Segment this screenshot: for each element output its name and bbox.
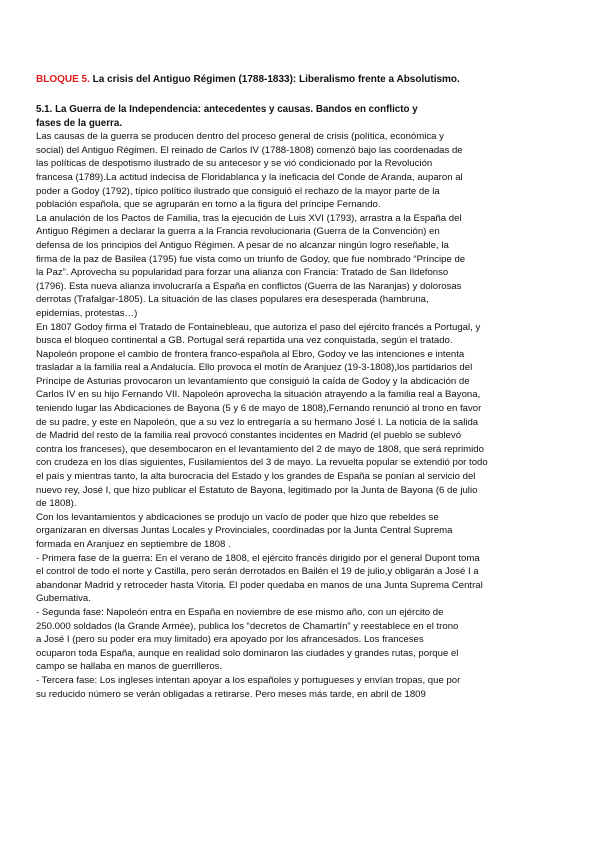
block-label: BLOQUE 5. (36, 74, 90, 85)
body-line: Carlos IV en su hijo Fernando VII. Napoleón aprovecha la situación atrayendo a la familia real a Bayona, (36, 389, 481, 401)
body-line: de su padre, y este en Napoleón, que a su vez lo entregaría a su hermano José I. La noticia de la salida (36, 416, 479, 428)
body-line: derrotas (Trafalgar-1805). La situación de las clases populares era desesperada (hambruna, (36, 294, 429, 306)
body-line: el control de todo el norte y Castilla, pero serán derrotados en Bailén el 19 de julio,y obligarán a José I a (36, 566, 479, 578)
body-line: organizaran en diversas Juntas Locales y Provinciales, coordinadas por la Junta Central Suprema (36, 525, 453, 537)
body-line: - Segunda fase: Napoleón entra en España en noviembre de ese mismo año, con un ejército de (36, 606, 444, 618)
body-line: abandonar Madrid y retroceder hasta Vitoria. El poder quedaba en manos de una Junta Suprema Central (36, 579, 483, 591)
body-line: En 1807 Godoy firma el Tratado de Fontainebleau, que autoriza el paso del ejército francés a Portugal, y (36, 321, 481, 333)
body-line: ocuparon toda España, aunque en realidad solo dominaron las ciudades y grandes rutas, porque el (36, 647, 459, 659)
body-line: La anulación de los Pactos de Familia, tras la ejecución de Luis XVI (1793), arrastra a la España del (36, 212, 462, 224)
body-line: epidemias, protestas…) (36, 307, 138, 319)
body-line: francesa (1789).La actitud indecisa de Floridablanca y la ineficacia del Conde de Aranda, auparon al (36, 171, 463, 183)
body-line: nuevo rey, José I, que hizo publicar el Estatuto de Bayona, legitimado por la Junta de Bayona (6 de julio (36, 484, 478, 496)
body-line: defensa de los principios del Antiguo Régimen. A pesar de no alcanzar ningún logro reseñable, la (36, 239, 449, 251)
body-line: busca el bloqueo continental a GB. Portugal será repartida una vez conquistada, según el tratado. (36, 335, 453, 347)
body-line: contra los franceses), que desembocaron en el levantamiento del 2 de mayo de 1808, que será reprimido (36, 443, 484, 455)
body-line: campo se hallaba en manos de guerrilleros. (36, 661, 223, 673)
body-text (36, 130, 566, 701)
body-line: - Primera fase de la guerra: En el verano de 1808, el ejército francés dirigido por el general Dupont toma (36, 552, 480, 564)
section-heading-line: fases de la guerra. (36, 117, 123, 129)
body-line: a José I (pero su poder era muy limitado) era apoyado por los afrancesados. Los franceses (36, 634, 424, 646)
body-line: social) del Antiguo Régimen. El reinado de Carlos IV (1788-1808) comenzó bajo las coordenadas de (36, 144, 463, 156)
body-line: Napoleón propone el cambio de frontera franco-española al Ebro, Godoy ve las intenciones e intenta (36, 348, 465, 360)
body-line: 250.000 soldados (la Grande Armée), publica los “decretos de Chamartín” y reestablece en el trono (36, 620, 459, 632)
body-line: de Madrid del resto de la familia real provocó constantes incidentes en Madrid (el pueblo se sublevó (36, 430, 462, 442)
body-line: Antiguo Régimen a declarar la guerra a la Francia revolucionaria (Guerra de la Convención) en (36, 226, 440, 238)
body-line: firma de la paz de Basilea (1795) fue vista como un triunfo de Godoy, que fue nombrado “Príncipe de (36, 253, 466, 265)
section-heading (36, 103, 566, 130)
body-line: trasladar a la familia real a Andalucía. Ello provoca el motín de Aranjuez (19-3-1808),los partidarios del (36, 362, 473, 374)
block-title: La crisis del Antiguo Régimen (1788-1833): Liberalismo frente a Absolutismo. (89, 74, 460, 85)
body-line: las políticas de despotismo ilustrado de su antecesor y se vió condicionado por la Revolución (36, 158, 433, 170)
body-line: - Tercera fase: Los ingleses intentan apoyar a los españoles y portugueses y envían tropas, que por (36, 674, 461, 686)
body-line: la Paz”. Aprovecha su popularidad para forzar una alianza con Francia: Tratado de San Ildefonso (36, 267, 449, 279)
body-line: de 1808). (36, 498, 77, 510)
body-line: (1796). Esta nueva alianza involucraría a España en conflictos (Guerra de las Naranjas) y dolorosas (36, 280, 462, 292)
body-line: el país y mientras tanto, la alta burocracia del Estado y los grandes de España se ponían al servicio del (36, 471, 476, 483)
document-content (36, 73, 566, 701)
body-line: Las causas de la guerra se producen dentro del proceso general de crisis (política, económica y (36, 131, 444, 143)
body-line: teniendo lugar las Abdicaciones de Bayona (5 y 6 de mayo de 1808),Fernando renunció al trono en favor (36, 403, 482, 415)
section-heading-line: 5.1. La Guerra de la Independencia: antecedentes y causas. Bandos en conflicto y (36, 104, 418, 115)
body-line: poder a Godoy (1792), típico político ilustrado que consiguió el rechazo de la mayor parte de la (36, 185, 440, 197)
body-line: con crudeza en los días siguientes, Fusilamientos del 3 de mayo. La revuelta popular se extendió por todo (36, 457, 488, 469)
body-line: Con los levantamientos y abdicaciones se produjo un vacío de poder que hizo que rebeldes se (36, 511, 439, 523)
body-line: su reducido número se verán obligadas a retirarse. Pero meses más tarde, en abril de 1809 (36, 688, 426, 700)
block-heading (36, 73, 566, 87)
body-line: Príncipe de Asturias provocaron un levantamiento que consiguió la caída de Godoy y la abdicación de (36, 375, 470, 387)
body-line: Gubernativa. (36, 593, 91, 605)
body-line: formada en Aranjuez en septiembre de 1808 . (36, 539, 231, 550)
body-line: población española, que se agruparán en torno a la figura del príncipe Fernando. (36, 199, 381, 211)
